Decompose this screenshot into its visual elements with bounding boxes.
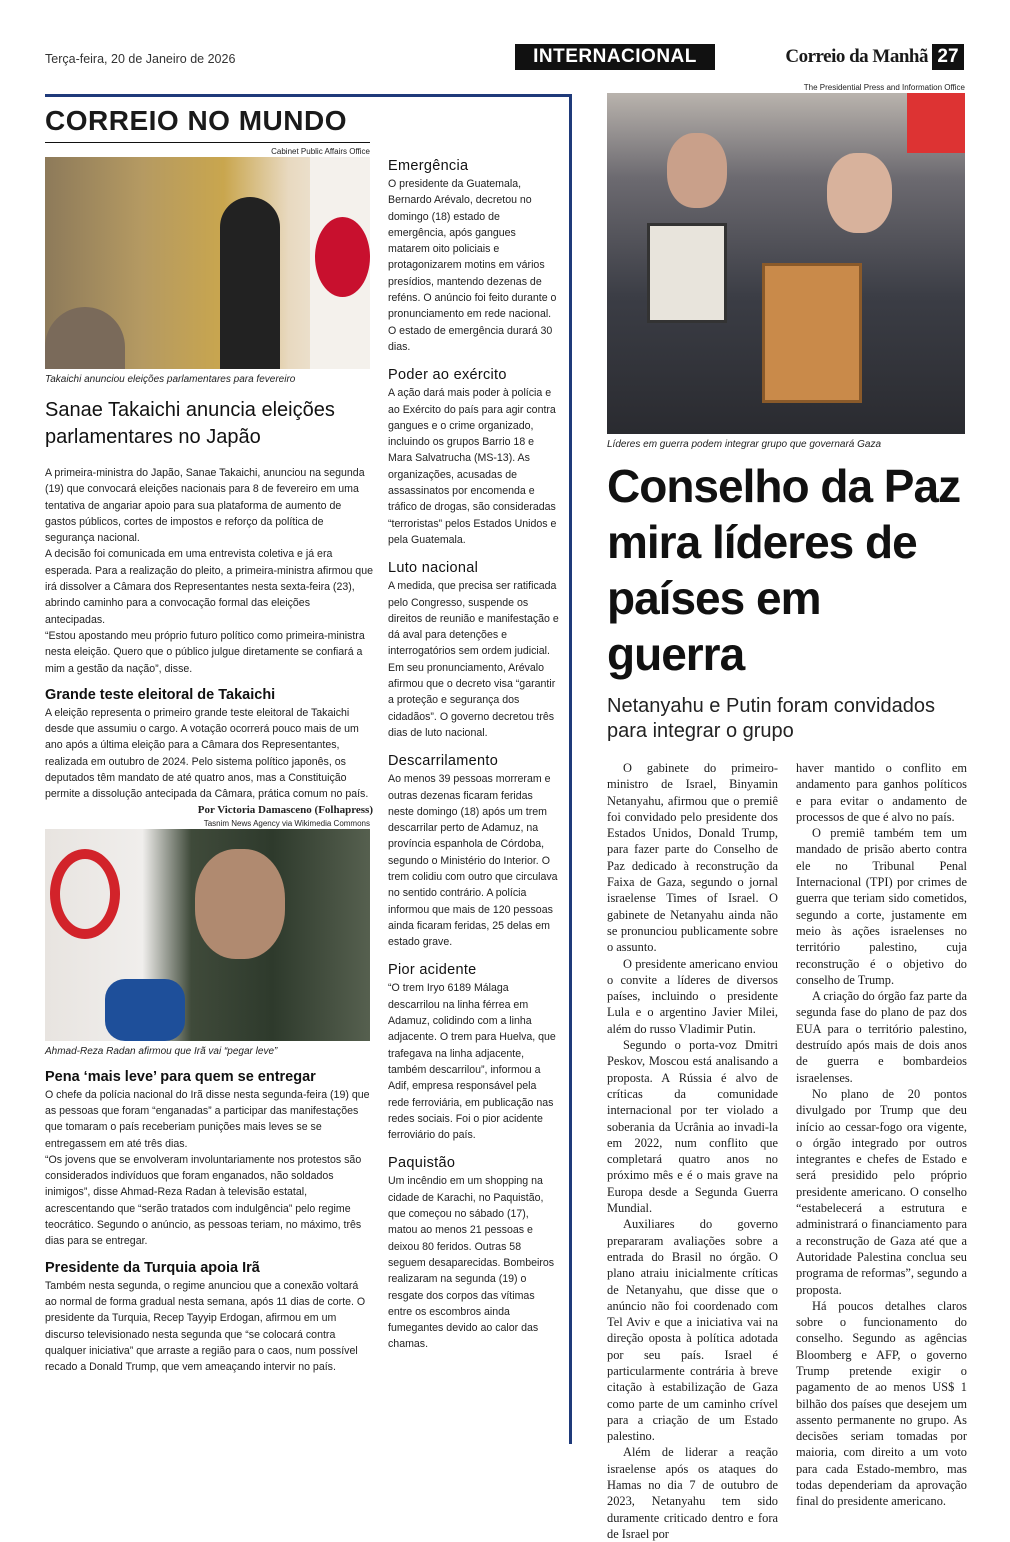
- brief-item: [388, 156, 560, 355]
- paragraph: Segundo o porta-voz Dmitri Peskov, Moscou está analisando a proposta. A Rússia é alvo de críticas da comunidade internacional por ter violado a soberania da Ucrânia ao invadi-la em 2022, num conflito que completará quatro anos no próximo mês e é o mais grave na Europa desde a Segunda Guerra Mundial.: [607, 1038, 778, 1216]
- divider: [45, 94, 572, 97]
- paragraph: Também nesta segunda, o regime anunciou que a conexão voltará ao normal de forma gradual nesta semana, após 11 dias de corte. O presidente da Turquia, Recep Tayyip Erdogan, afirmou em um discurso televisionado nesta segunda que “se colocará contra qualquer iniciativa” que arraste a região para o caos, num possível recado a Donald Trump, que vem ameaçando intervir no país.: [45, 1279, 366, 1374]
- right-column: [607, 82, 967, 1542]
- article-headline: Sanae Takaichi anuncia eleições parlamentares no Japão: [45, 399, 335, 448]
- paragraph: Além de liderar a reação israelense após os ataques do Hamas no dia 7 de outubro de 2023, Netanyahu tem sido duramente criticado dentro e fora de Israel por: [607, 1445, 778, 1541]
- paragraph: A decisão foi comunicada em uma entrevista coletiva e já era esperada. Para a realização do pleito, a primeira-ministra afirmou que irá dissolver a Câmara dos Representantes nesta sexta-feira (23), abrindo caminho para a convocação formal das eleições antecipadas.: [45, 548, 373, 626]
- paragraph: “Os jovens que se envolveram involuntariamente nos protestos são considerados indivíduos que foram enganados, não soldados inimigos”, disse Ahmad-Reza Radan à televisão estatal, acrescentando que “serão tratados com indulgência” pelo regime teocrático. Segundo o anúncio, as pessoas teriam, no máximo, três dias para se entregar.: [45, 1153, 362, 1248]
- brief-title: Pior acidente: [388, 962, 477, 979]
- netanyahu-putin-photo: [607, 93, 965, 434]
- article-column-1: [607, 760, 778, 1542]
- paragraph: O gabinete do primeiro-ministro de Israel, Binyamin Netanyahu, afirmou que o premiê foi convidado pelo presidente dos Estados Unidos, Donald Trump, para fazer parte do Conselho de Paz dedicado à reconstrução da Faixa de Gaza, segundo o jornal israelense Times of Israel. O gabinete de Netanyahu ainda não se pronunciou publicamente sobre o assunto.: [607, 761, 778, 955]
- brief-text: O presidente da Guatemala, Bernardo Arévalo, decretou no domingo (18) estado de emergência, após gangues matarem oito policiais e protagonizarem motins em vários presídios, mantendo dezenas de reféns. O anúncio foi feito durante o pronunciamento em rede nacional. O estado de emergência durará 30 dias.: [388, 178, 557, 353]
- brief-title: Poder ao exército: [388, 367, 507, 384]
- photo-caption: Líderes em guerra podem integrar grupo que governará Gaza: [607, 439, 882, 450]
- subheading: Presidente da Turquia apoia Irã: [45, 1259, 260, 1276]
- divider: [45, 142, 370, 143]
- brief-text: A ação dará mais poder à polícia e ao Exército do país para agir contra gangues e o crime organizado, incluindo os grupos Barrio 18 e Mara Salvatrucha (MS-13). As organizações, acusadas de assassinatos por encomenda e tráfico de drogas, são consideradas “terroristas” pelos Estados Unidos e pela Guatemala.: [388, 387, 557, 546]
- paragraph: A eleição representa o primeiro grande teste eleitoral de Takaichi desde que assumiu o cargo. A votação ocorrerá pouco mais de um ano após a última eleição para a Câmara dos Representantes, realizada em outubro de 2024. Pelo sistema político japonês, os deputados têm mandato de até quatro anos, mas a Constituição permite a dissolução antecipada da Câmara, prática comum no país.: [45, 706, 369, 801]
- article-body: [45, 465, 373, 818]
- brief-title: Emergência: [388, 158, 469, 174]
- paragraph: O chefe da polícia nacional do Irã disse nesta segunda-feira (19) que as pessoas que foram “enganadas” a participar das manifestações que tomaram o país receberiam punições mais leves se se entregassem em até três dias.: [45, 1088, 370, 1150]
- section-kicker: CORREIO NO MUNDO: [45, 105, 347, 136]
- brief-text: Ao menos 39 pessoas morreram e outras dezenas ficaram feridas neste domingo (18) após um trem descarrilar perto de Adamuz, na província espanhola de Córdoba, segundo o Ministério do Interior. O trem colidiu com outro que circulava no sentido contrário. A polícia informou que mais de 120 pessoas ainda ficaram feridas, 25 delas em estado grave.: [388, 773, 558, 949]
- photo-caption: Ahmad-Reza Radan afirmou que Irã vai “pegar leve”: [45, 1045, 278, 1057]
- brief-item: [388, 365, 560, 548]
- brief-title: Descarrilamento: [388, 753, 499, 770]
- paragraph: A criação do órgão faz parte da segunda fase do plano de paz dos EUA para o território palestino, destruído após mais de dois anos de guerra e bombardeios israelenses.: [796, 989, 967, 1085]
- left-column: [45, 104, 373, 1375]
- article-column-2: [796, 760, 967, 1542]
- radan-photo: [45, 829, 370, 1041]
- subheading: Pena ‘mais leve’ para quem se entregar: [45, 1068, 316, 1085]
- brief-item: [388, 751, 560, 950]
- divider: [569, 94, 572, 1444]
- paragraph: haver mantido o conflito em andamento para ganhos políticos e para evitar o andamento de processos de que é alvo no país.: [796, 761, 967, 824]
- paragraph: A primeira-ministra do Japão, Sanae Takaichi, anunciou na segunda (19) que convocará eleições nacionais para 8 de fevereiro em uma tentativa de angariar apoio para sua plataforma de aumento de gastos públicos, cortes de impostos e reforço da política de segurança nacional.: [45, 467, 365, 545]
- brief-item: [388, 558, 560, 741]
- takaichi-photo: [45, 157, 370, 369]
- photo-caption: Takaichi anunciou eleições parlamentares para fevereiro: [45, 374, 296, 385]
- brief-title: Luto nacional: [388, 560, 479, 577]
- paragraph: Há poucos detalhes claros sobre o funcionamento do conselho. Segundo as agências Bloomberg e AFP, o governo Trump pretende exigir o pagamento de ao menos US$ 1 bilhão dos países que desejem um assento permanente no grupo. As decisões seriam tomadas por maioria, com direito a um voto para cada Estado-membro, mas todas dependeriam da aprovação final do presidente americano.: [796, 1298, 967, 1509]
- photo-credit: The Presidential Press and Information Office: [803, 83, 965, 92]
- main-headline: Conselho da Paz mira líderes de países em guerra: [607, 460, 961, 680]
- issue-date: Terça-feira, 20 de Janeiro de 2026: [45, 52, 236, 66]
- article-body: [45, 1067, 373, 1376]
- byline: Por Victoria Damasceno (Folhapress): [197, 803, 373, 816]
- brief-item: [388, 1153, 560, 1352]
- page-number: 27: [932, 44, 964, 70]
- section-label: INTERNACIONAL: [515, 44, 715, 70]
- brief-text: “O trem Iryo 6189 Málaga descarrilou na linha férrea em Adamuz, colidindo com a linha adjacente. O trem para Huelva, que trafegava na linha adjacente, também descarrilou”, informou a Adif, empresa responsável pela rede ferroviária, em publicação nas redes sociais. Foi o pior acidente ferroviário do país.: [388, 982, 556, 1142]
- subheading: Grande teste eleitoral de Takaichi: [45, 686, 276, 703]
- brief-text: A medida, que precisa ser ratificada pelo Congresso, suspende os direitos de reunião e manifestação e dá aval para detenções e interrogatórios sem ordem judicial. Em seu pronunciamento, Arévalo afirmou que o decreto visa “garantir a proteção e segurança dos cidadãos”. O governo decretou três dias de luto nacional.: [388, 580, 559, 739]
- paragraph: O premiê também tem um mandado de prisão aberto contra ele no Tribunal Penal Internacional (TPI) por crimes de guerra que teriam sido cometidos, segundo a corte, justamente em meio às ações israelenses no território palestino, cuja reconstrução é o objetivo do conselho de Trump.: [796, 826, 967, 987]
- brief-text: Um incêndio em um shopping na cidade de Karachi, no Paquistão, que começou no sábado (17), matou ao menos 21 pessoas e deixou 80 feridos. Outras 58 seguem desaparecidas. Bombeiros realizaram na segunda (19) o resgate dos corpos das vítimas entre os escombros ainda fumegantes devido ao calor das chamas.: [388, 1175, 555, 1351]
- main-subheadline: Netanyahu e Putin foram convidados para integrar o grupo: [607, 695, 935, 742]
- article-columns: [607, 760, 967, 1542]
- paragraph: O presidente americano enviou o convite a líderes de diversos países, incluindo o presidente Lula e o argentino Javier Milei, além do russo Vladimir Putin.: [607, 956, 778, 1036]
- paragraph: Auxiliares do governo prepararam avaliações sobre a entrada do Brasil no órgão. O plano atraiu inicialmente críticas de Netanyahu, que disse que o anúncio não foi coordenado com Tel Aviv e que a iniciativa vai na direção oposta à política adotada por seu país. Israel é particularmente contrária à breve citação à estabilização de Gaza como parte de um caminho crível para a criação de um Estado palestino.: [607, 1217, 778, 1444]
- newspaper-logo: Correio da Manhã: [785, 46, 928, 67]
- brief-title: Paquistão: [388, 1155, 456, 1172]
- paragraph: No plano de 20 pontos divulgado por Trump que deu início ao cessar-fogo ora vigente, o órgão integrado por outros integrantes e chefes de Estado e será presidido pelo próprio presidente americano. O conselho “estabelecerá a estrutura e administrará o financiamento para a reconstrução de Gaza até que a Autoridade Palestina conclua seu programa de reformas”, segundo a proposta.: [796, 1086, 967, 1297]
- brief-column: [388, 156, 560, 1353]
- brief-item: [388, 960, 560, 1143]
- photo-credit: Tasnim News Agency via Wikimedia Commons: [203, 818, 370, 828]
- paragraph: “Estou apostando meu próprio futuro político como primeira-ministra nesta eleição. Quero que o público julgue diretamente se confiará a mim a gestão da nação”, disse.: [45, 629, 365, 675]
- photo-credit: Cabinet Public Affairs Office: [271, 147, 370, 156]
